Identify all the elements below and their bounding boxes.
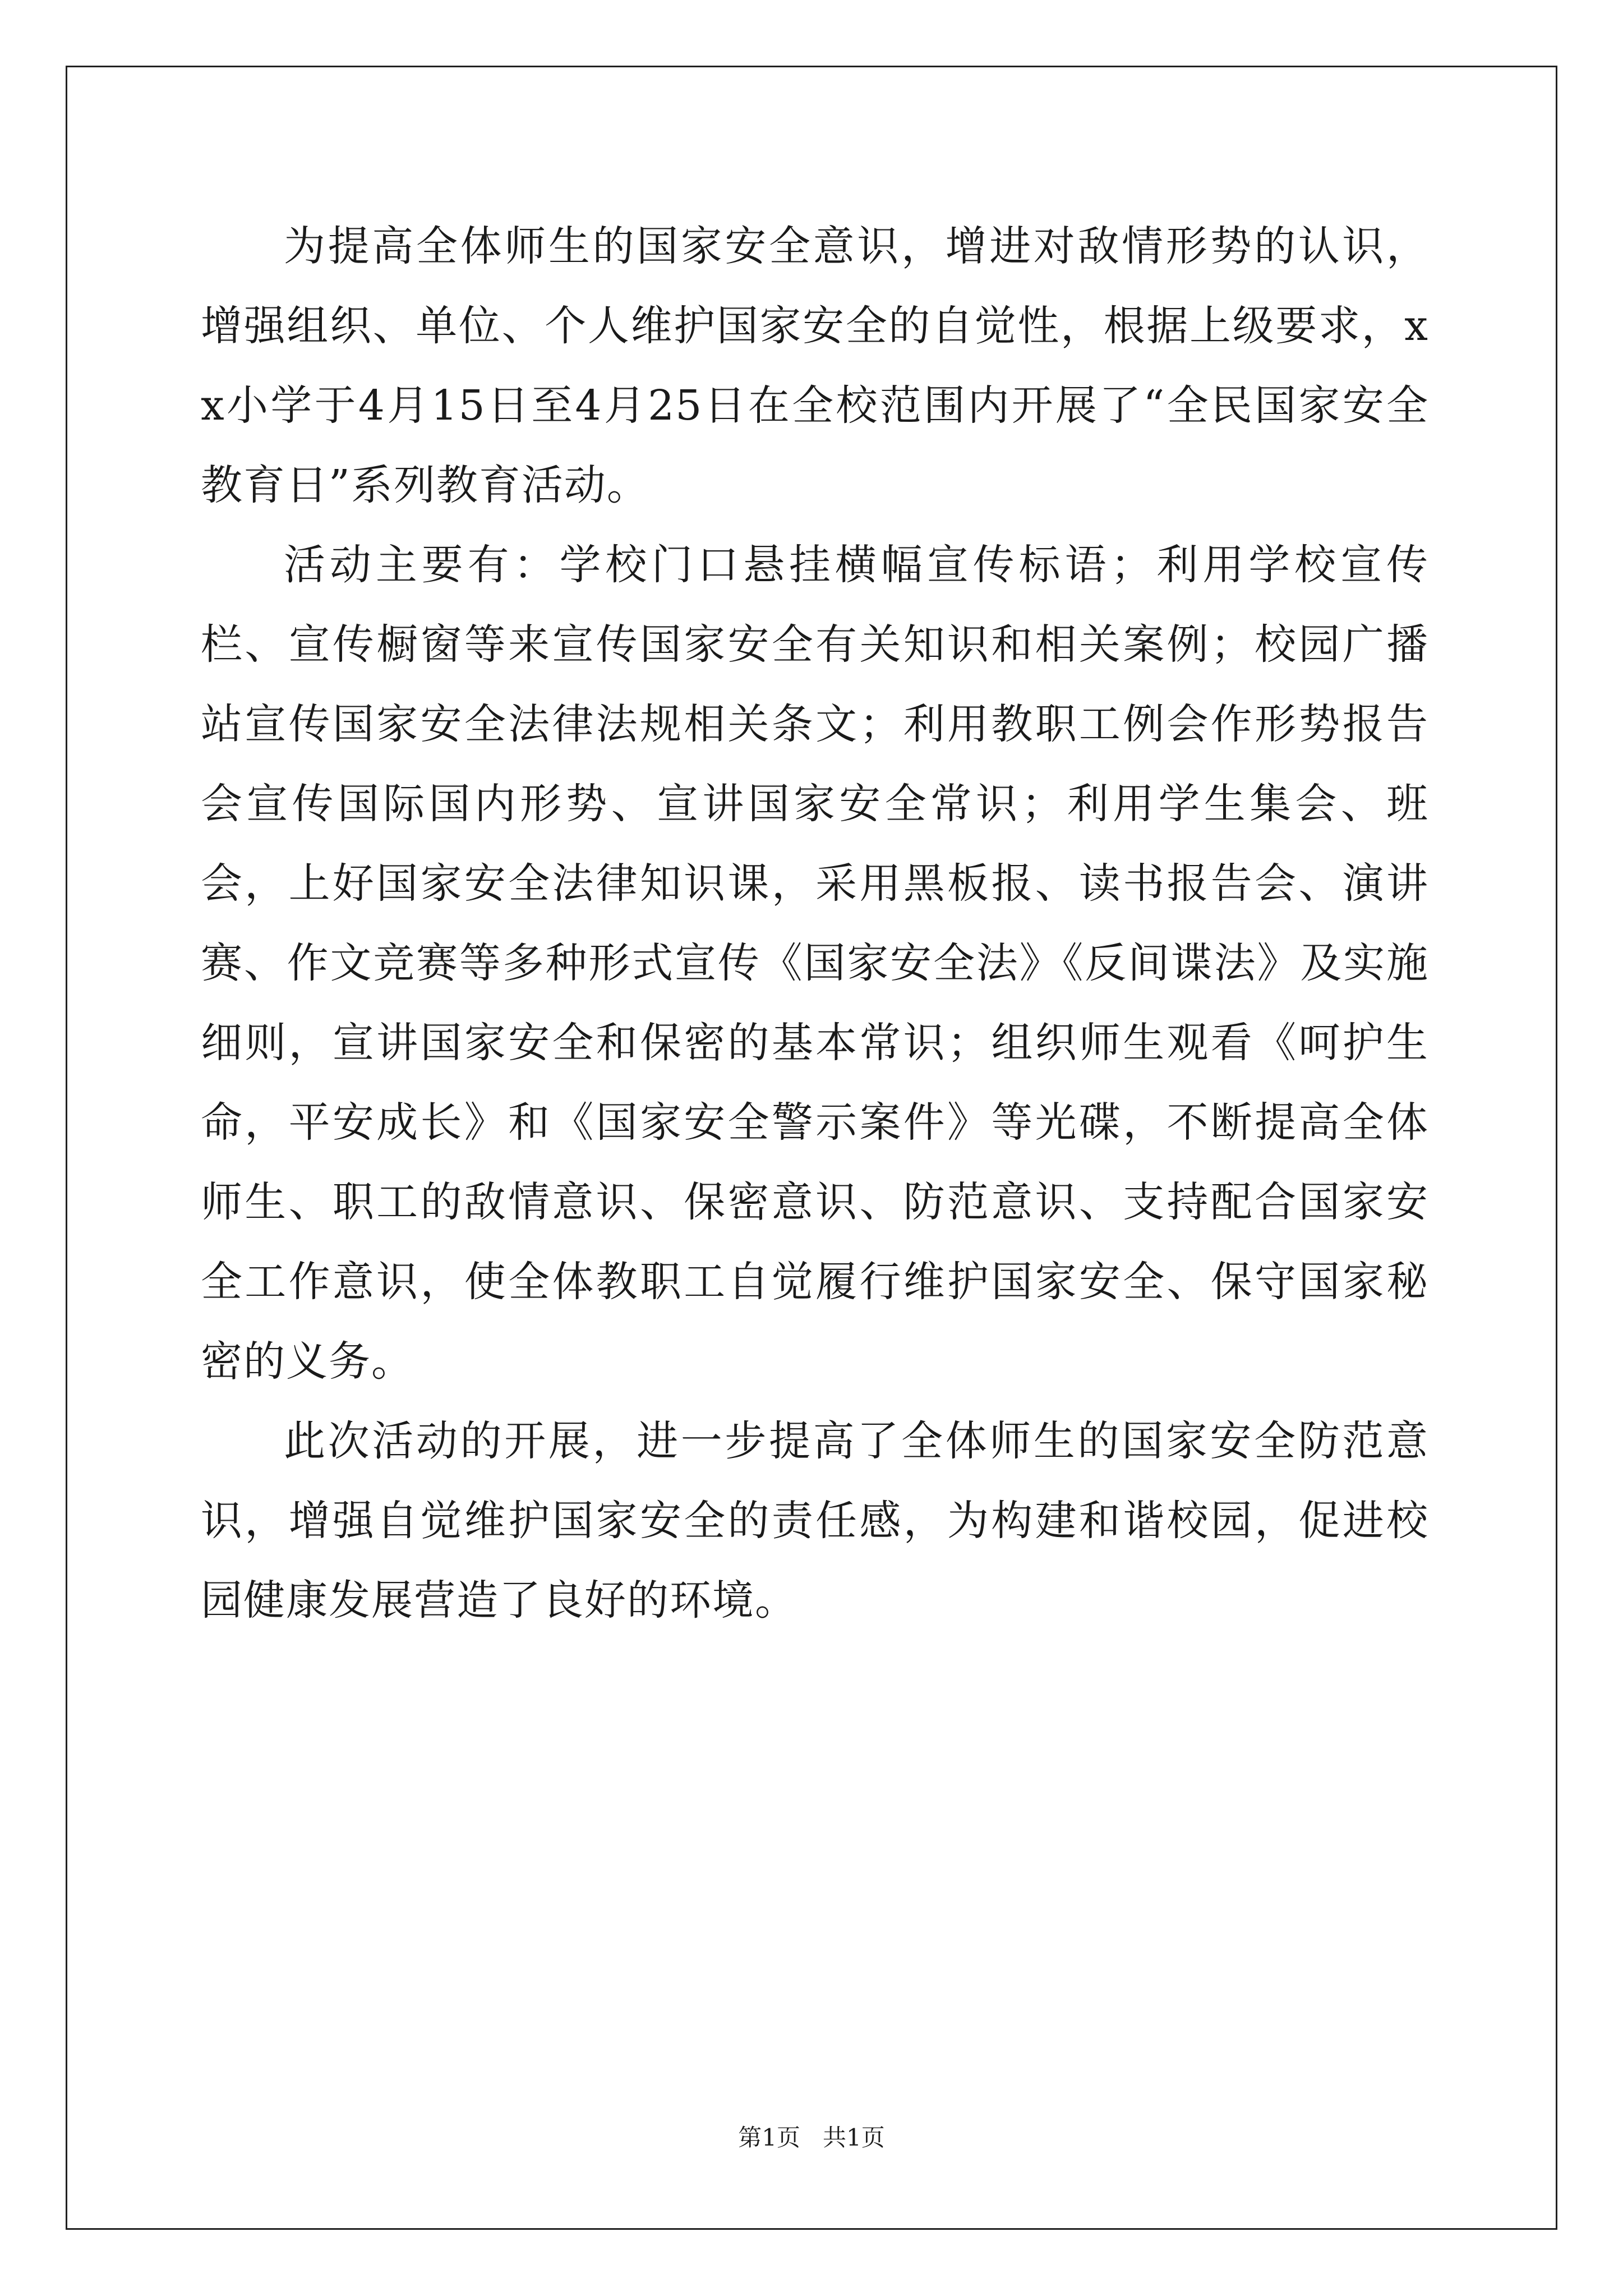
paragraph-1: 为提高全体师生的国家安全意识，增进对敌情形势的认识，增强组织、单位、个人维护国家安全的自觉性，根据上级要求，xx小学于4月15日至4月25日在全校范围内开展了“全民国家安全教育日”系列教育活动。	[201, 222, 1429, 509]
paragraph-3: 此次活动的开展，进一步提高了全体师生的国家安全防范意识，增强自觉维护国家安全的责任感，为构建和谐校园，促进校园健康发展营造了良好的环境。	[201, 1417, 1429, 1625]
page-number-footer: 第1页 共1页	[738, 2124, 885, 2151]
document-body	[201, 206, 1429, 1640]
paragraph-2: 活动主要有：学校门口悬挂横幅宣传标语；利用学校宣传栏、宣传橱窗等来宣传国家安全有关知识和相关案例；校园广播站宣传国家安全法律法规相关条文；利用教职工例会作形势报告会宣传国际国内形势、宣讲国家安全常识；利用学生集会、班会，上好国家安全法律知识课，采用黑板报、读书报告会、演讲赛、作文竞赛等多种形式宣传《国家安全法》《反间谍法》及实施细则，宣讲国家安全和保密的基本常识；组织师生观看《呵护生命，平安成长》和《国家安全警示案件》等光碟，不断提高全体师生、职工的敌情意识、保密意识、防范意识、支持配合国家安全工作意识，使全体教职工自觉履行维护国家安全、保守国家秘密的义务。	[201, 541, 1429, 1386]
